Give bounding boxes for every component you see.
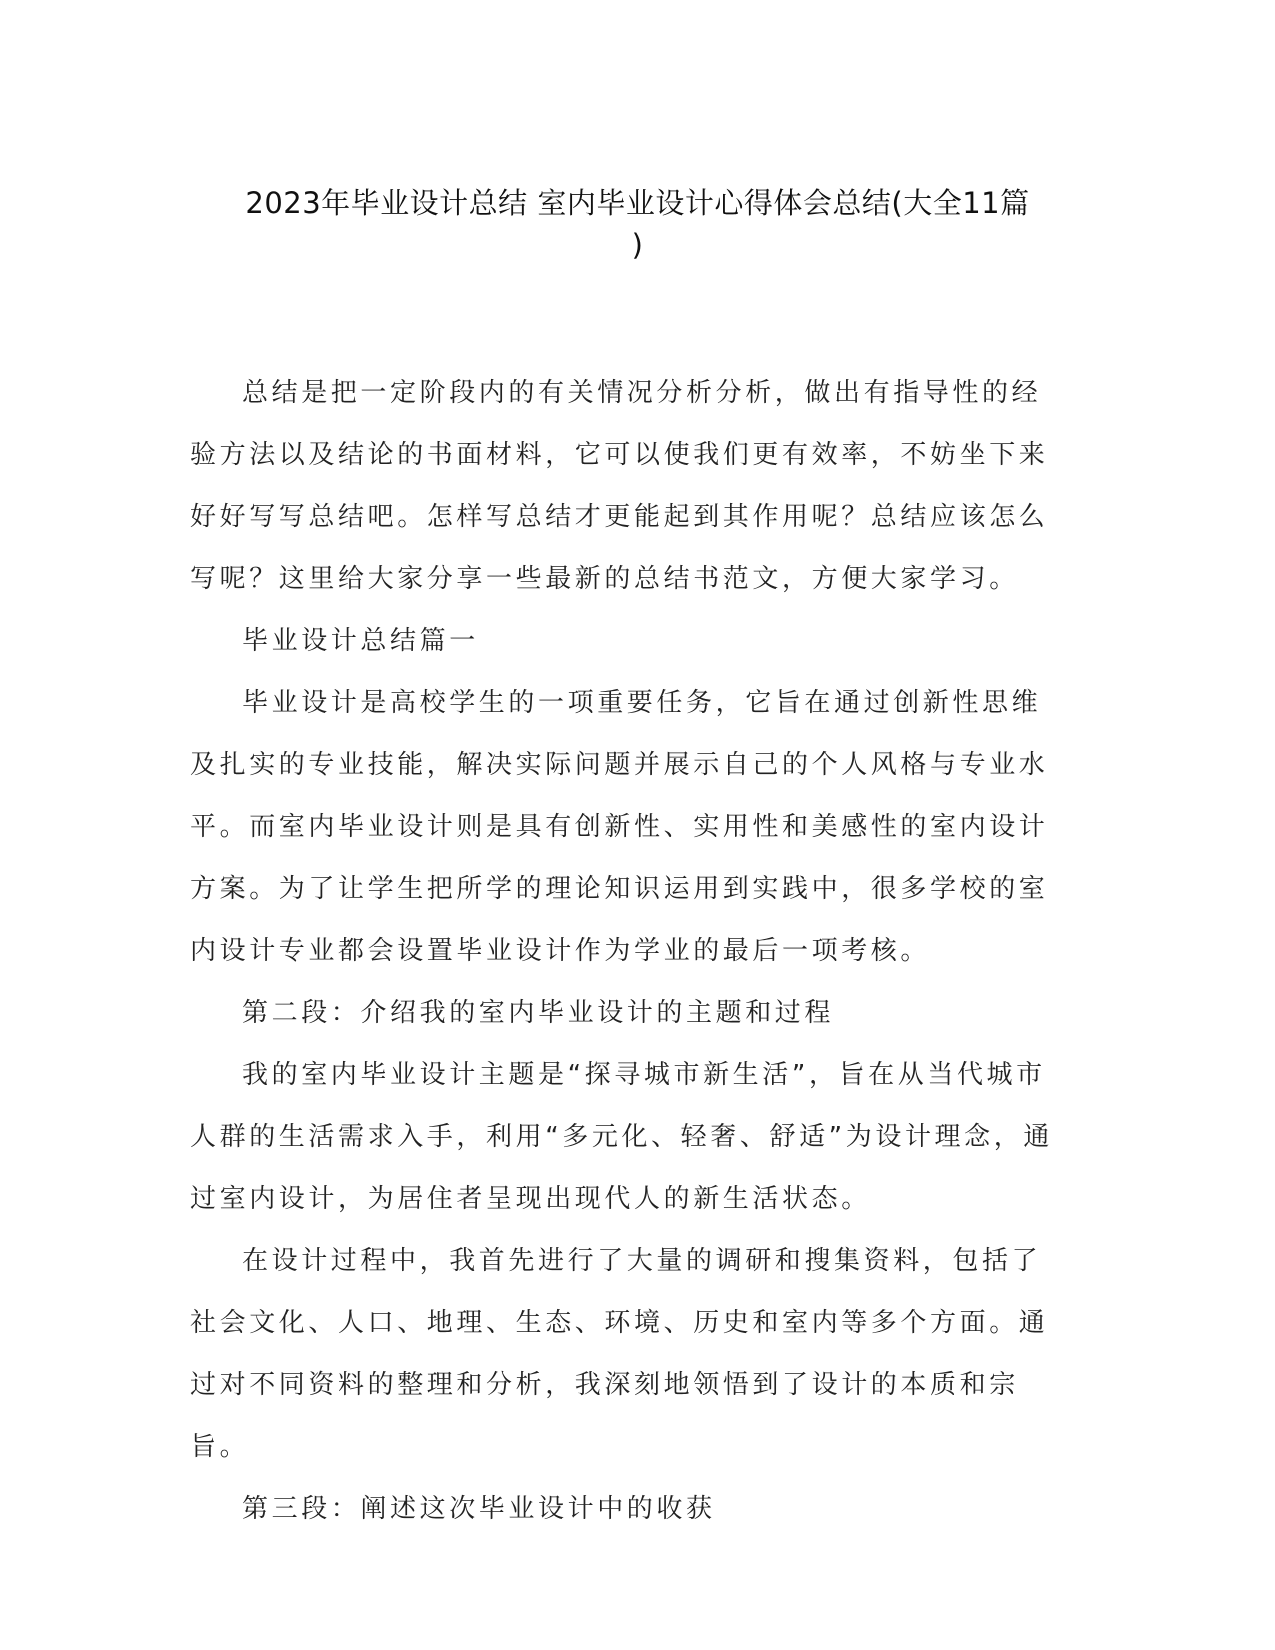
intro-paragraph: 总结是把一定阶段内的有关情况分析分析，做出有指导性的经验方法以及结论的书面材料，它可以使我们更有效率，不妨坐下来好好写写总结吧。怎样写总结才更能起到其作用呢？总结应该怎么写呢？这里给大家分享一些最新的总结书范文，方便大家学习。 — [190, 378, 1049, 594]
section-heading-third: 第三段：阐述这次毕业设计中的收获 — [242, 1494, 716, 1524]
body-paragraph: 毕业设计是高校学生的一项重要任务，它旨在通过创新性思维及扎实的专业技能，解决实际问题并展示自己的个人风格与专业水平。而室内毕业设计则是具有创新性、实用性和美感性的室内设计方案。为了让学生把所学的理论知识运用到实践中，很多学校的室内设计专业都会设置毕业设计作为学业的最后一项考核。 — [190, 688, 1049, 966]
body-paragraph: 我的室内毕业设计主题是“探寻城市新生活”，旨在从当代城市人群的生活需求入手，利用“多元化、轻奢、舒适”为设计理念，通过室内设计，为居住者呈现出现代人的新生活状态。 — [190, 1060, 1053, 1214]
section-heading-part-one: 毕业设计总结篇一 — [242, 626, 479, 656]
document-body — [190, 362, 1070, 1540]
title-line-1: 2023年毕业设计总结 室内毕业设计心得体会总结(大全11篇 — [245, 186, 1030, 220]
document-title — [170, 182, 1105, 266]
body-paragraph: 在设计过程中，我首先进行了大量的调研和搜集资料，包括了社会文化、人口、地理、生态、环境、历史和室内等多个方面。通过对不同资料的整理和分析，我深刻地领悟到了设计的本质和宗旨。 — [190, 1246, 1049, 1462]
title-line-2: ) — [631, 228, 644, 262]
section-heading-second: 第二段：介绍我的室内毕业设计的主题和过程 — [242, 998, 835, 1028]
